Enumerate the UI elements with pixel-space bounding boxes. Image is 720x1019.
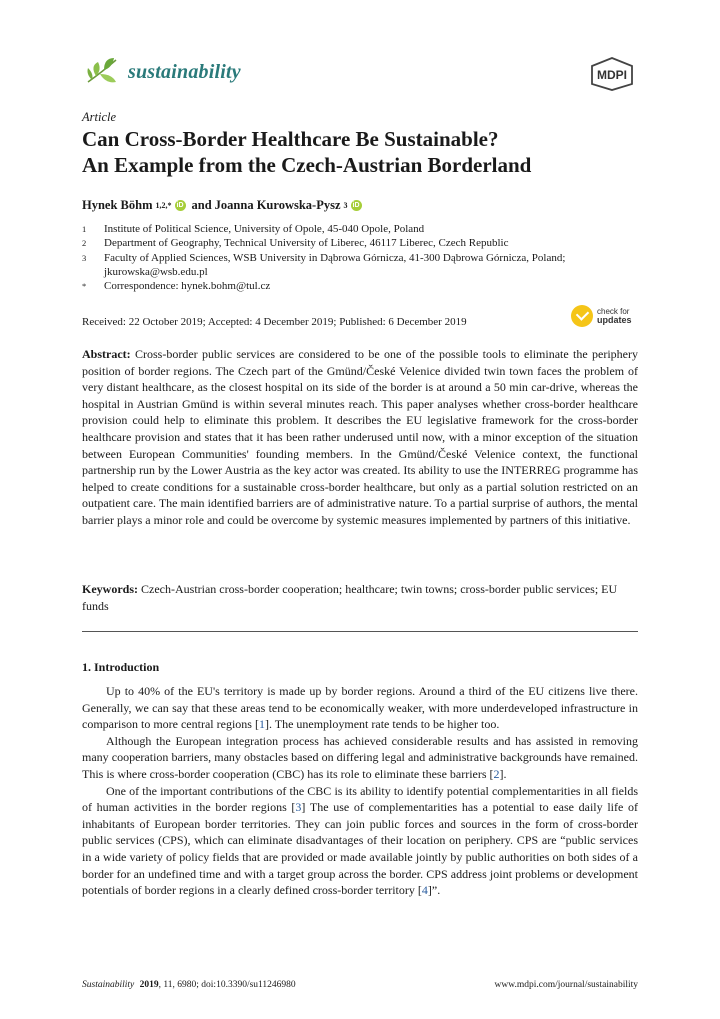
author-conjunction: and <box>191 198 212 212</box>
check-updates-line1: check for <box>597 307 630 316</box>
journal-name: sustainability <box>128 60 241 83</box>
citation-link[interactable]: 4 <box>421 883 428 898</box>
affiliation-number: 2 <box>82 238 87 249</box>
affiliation-item <box>82 222 642 236</box>
section-heading: 1. Introduction <box>82 660 160 674</box>
affiliation-item <box>82 279 642 293</box>
check-icon <box>571 305 593 327</box>
check-for-updates-button[interactable] <box>571 305 632 327</box>
citation-link[interactable]: 2 <box>493 766 500 781</box>
orcid-icon[interactable]: iD <box>352 202 360 209</box>
affiliation-text: Department of Geography, Technical University of Liberec, 46117 Liberec, Czech Republic <box>104 237 509 250</box>
abstract-label: Abstract: <box>82 347 131 361</box>
citation-link[interactable]: 3 <box>295 800 302 815</box>
paragraph-text: One of the important contributions of the CBC is its ability to identify potential complementarities in all fields of human activities in the border regions [ <box>82 783 638 815</box>
paragraph <box>82 783 638 899</box>
author-name: Hynek Böhm <box>82 198 153 212</box>
keywords-label: Keywords: <box>82 582 138 596</box>
paragraph-text: ]. The unemployment rate tends to be higher too. <box>264 717 500 732</box>
abstract-text: Cross-border public services are considered to be one of the possible tools to eliminate the periphery position of border regions. The Czech part of the Gmünd/České Velenice divided twin town faces the problem of very distant healthcare, as the closest hospital on its side of the border is at around a 50 min car-drive, whereas the hospital in Austrian Gmünd is within several minutes reach. This paper analyses whether cross-border healthcare provision could help to eliminate this problem. It describes the EU legislative framework for the cross-border healthcare provision and states that it has been rather underused until now, with a minor exception of the situation between European Communities' founding members. In the Gmünd/České Velenice context, the functional partnership run by the Lower Austria as the key actor was created. Its ability to use the INTERREG programme has helped to create conditions for a sustainable cross-border healthcare, but only as a partial solution restricted on an outpatient care. The main identified barriers are of administrative nature. To a partial surprise of authors, the mental barrier plays a minor role and could be overcome by systemic measures implemented by partners of this initiative. <box>82 347 639 527</box>
mdpi-logo <box>586 56 638 92</box>
affiliation-item <box>82 236 642 250</box>
paragraph <box>82 683 638 733</box>
mdpi-text: MDPI <box>597 68 627 82</box>
title-line-2: An Example from the Czech-Austrian Borderland <box>82 153 532 177</box>
affiliation-item <box>82 251 642 280</box>
paragraph <box>82 733 638 783</box>
abstract <box>82 346 638 529</box>
orcid-icon[interactable]: iD <box>176 202 184 209</box>
paragraph-text: ]. <box>499 766 507 781</box>
author-superscript: 1,2,* <box>155 201 172 210</box>
divider <box>82 631 638 632</box>
paragraph-text: ]”. <box>427 883 441 898</box>
paragraph-text: ] The use of complementarities has a potential to ease daily life of inhabitants of European border territories. They can join public forces and sources in the form of cross-border public services (CPS), which can eliminate disadvantages of their location on periphery. CPS are “public services in a wide variety of policy fields that are provided or made available jointly by public authorities on both sides of a border for an undefined time and with a target group across the border. CPS address joint problems or development potentials of border regions in a clearly defined cross-border territory [ <box>82 800 638 898</box>
paragraph-text: Although the European integration process has achieved considerable results and has assisted in removing many cooperation barriers, many obstacles based on differing legal and administrative backgrounds have remained. This is where cross-border cooperation (CBC) has its role to eliminate these barriers [ <box>82 733 638 781</box>
body-text <box>82 683 638 899</box>
footer-url[interactable]: www.mdpi.com/journal/sustainability <box>494 980 638 990</box>
check-updates-label <box>597 308 632 324</box>
paper-title <box>82 126 642 178</box>
affiliation-number: 1 <box>82 224 87 234</box>
footer-journal: Sustainability <box>82 980 135 990</box>
correspondence-text: Correspondence: hynek.bohm@tul.cz <box>104 280 271 293</box>
author-list <box>82 198 362 213</box>
check-updates-line2: updates <box>597 315 632 325</box>
keywords-text: Czech-Austrian cross-border cooperation; healthcare; twin towns; cross-border public services; EU funds <box>82 582 618 613</box>
footer-citation <box>82 980 296 990</box>
journal-logo <box>82 52 241 92</box>
footer-year: 2019 <box>139 980 159 990</box>
affiliation-text: Institute of Political Science, University of Opole, 45-040 Opole, Poland <box>104 223 425 235</box>
citation-link[interactable]: 1 <box>258 717 265 732</box>
footer-doi: , 11, 6980; doi:10.3390/su11246980 <box>158 980 296 990</box>
paragraph-text: Up to 40% of the EU's territory is made up by border regions. Around a third of the EU citizens live there. Generally, we can say that these areas tend to be economically weaker, with more underdeveloped infrastructure in comparison to more central regions [ <box>82 684 638 732</box>
affiliation-text: Faculty of Applied Sciences, WSB University in Dąbrowa Górnicza, 41-300 Dąbrowa Górnicza, Poland; jkurowska@wsb.edu.pl <box>104 251 566 278</box>
article-type: Article <box>82 110 117 124</box>
affiliations <box>82 222 642 293</box>
keywords <box>82 581 638 614</box>
author-name: Joanna Kurowska-Pysz <box>214 198 341 212</box>
affiliation-number: 3 <box>82 252 87 263</box>
title-line-1: Can Cross-Border Healthcare Be Sustainable? <box>82 127 499 151</box>
affiliation-number: * <box>82 281 87 292</box>
publication-dates: Received: 22 October 2019; Accepted: 4 December 2019; Published: 6 December 2019 <box>82 316 467 328</box>
author-superscript: 3 <box>343 201 348 210</box>
leaf-icon <box>82 52 122 92</box>
